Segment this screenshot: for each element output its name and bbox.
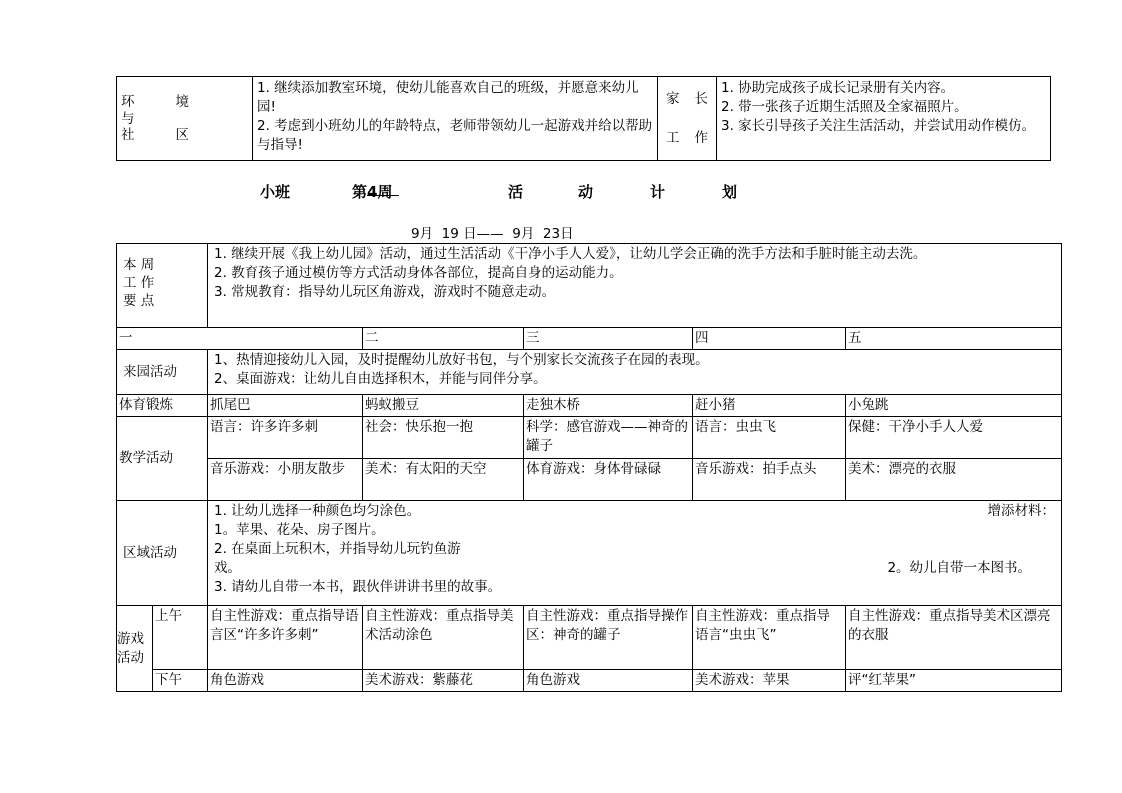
pm-day-4: 美术游戏：苹果 xyxy=(693,670,846,692)
title-week xyxy=(352,181,392,202)
area-line-5: 3. 请幼儿自带一本书，跟伙伴讲讲书里的故事。 xyxy=(214,579,502,595)
am-label: 上午 xyxy=(153,606,208,670)
pe-day-1: 抓尾巴 xyxy=(208,395,363,417)
pm-day-2: 美术游戏：紫藤花 xyxy=(363,670,524,692)
parent-label xyxy=(658,77,717,161)
title-week-suffix: 周 xyxy=(377,183,393,201)
env-label-2: 与 xyxy=(121,110,135,127)
title-week-underline-b xyxy=(377,181,399,196)
area-materials-label: 增添材料： xyxy=(987,503,1056,519)
title-word-3: 计 xyxy=(650,183,666,201)
am-day-5: 自主性游戏：重点指导美术区漂亮的衣服 xyxy=(846,606,1062,670)
parent-label-b1: 工 xyxy=(666,129,680,146)
title-word-2: 动 xyxy=(578,183,594,201)
pe-day-4: 赶小猪 xyxy=(693,395,846,417)
area-line-2: 1。苹果、花朵、房子图片。 xyxy=(214,522,385,538)
teaching-r1-day-3: 科学：感官游戏——神奇的罐子 xyxy=(524,417,693,459)
game-label: 游戏 活动 xyxy=(117,606,153,692)
area-text xyxy=(208,501,1062,606)
parent-label-b2: 作 xyxy=(694,129,708,146)
env-label-1b: 境 xyxy=(175,93,189,110)
teaching-r1-day-2: 社会：快乐抱一抱 xyxy=(363,417,524,459)
env-content: 1. 继续添加教室环境，使幼儿能喜欢自己的班级，并愿意来幼儿园! 2. 考虑到小班幼儿的年龄特点，老师带领幼儿一起游戏并给以帮助与指导! xyxy=(253,77,658,161)
teaching-r1-day-5: 保健：干净小手人人爱 xyxy=(846,417,1062,459)
env-label-3a: 社 xyxy=(121,126,135,143)
teaching-r2-day-3: 体育游戏：身体骨碌碌 xyxy=(524,459,693,501)
date-range: 9月 19 日—— 9月 23日 xyxy=(411,226,574,242)
teaching-r2-day-2: 美术：有太阳的天空 xyxy=(363,459,524,501)
am-day-2: 自主性游戏：重点指导美术活动涂色 xyxy=(363,606,524,670)
arrival-text: 1、热情迎接幼儿入园，及时提醒幼儿放好书包，与个别家长交流孩子在园的表现。 2、桌面游戏：让幼儿自由选择积木，并能与同伴分享。 xyxy=(208,350,1062,395)
weekly-plan-table xyxy=(116,243,1062,692)
area-line-3: 2. 在桌面上玩积木，并指导幼儿玩钓鱼游 xyxy=(214,541,461,557)
title-week-prefix: 第 xyxy=(352,183,368,201)
env-label-1a: 环 xyxy=(121,93,135,110)
title-word-4: 划 xyxy=(722,183,738,201)
env-label-3b: 区 xyxy=(175,126,189,143)
day-header-2: 二 xyxy=(363,328,524,350)
am-day-4: 自主性游戏：重点指导语言“虫虫飞” xyxy=(693,606,846,670)
pm-day-3: 角色游戏 xyxy=(524,670,693,692)
env-parent-table xyxy=(116,76,1051,161)
pm-day-5: 评“红苹果” xyxy=(846,670,1062,692)
area-materials-2: 2。幼儿自带一本图书。 xyxy=(887,560,1032,576)
focus-label: 本 周 工 作 要 点 xyxy=(117,244,208,328)
area-line-4: 戏。 xyxy=(214,560,242,576)
area-label: 区域活动 xyxy=(117,501,208,606)
area-line-1: 1. 让幼儿选择一种颜色均匀涂色。 xyxy=(214,503,421,519)
pe-day-5: 小兔跳 xyxy=(846,395,1062,417)
pm-day-1: 角色游戏 xyxy=(208,670,363,692)
title-word-1: 活 xyxy=(508,183,524,201)
pm-label: 下午 xyxy=(153,670,208,692)
teaching-r2-day-1: 音乐游戏：小朋友散步 xyxy=(208,459,363,501)
teaching-r2-day-5: 美术：漂亮的衣服 xyxy=(846,459,1062,501)
parent-label-a2: 长 xyxy=(694,90,708,107)
focus-text: 1. 继续开展《我上幼儿园》活动，通过生活活动《干净小手人人爱》，让幼儿学会正确的洗手方法和手脏时能主动去洗。 2. 教育孩子通过模仿等方式活动身体各部位，提高自身的运动能力。 3. 常规教育：指导幼儿玩区角游戏，游戏时不随意走动。 xyxy=(208,244,1062,328)
pe-label: 体育锻炼 xyxy=(117,395,208,417)
arrival-label: 来园活动 xyxy=(117,350,208,395)
env-label xyxy=(117,77,253,161)
am-day-1: 自主性游戏：重点指导语言区“许多许多刺” xyxy=(208,606,363,670)
parent-content: 1. 协助完成孩子成长记录册有关内容。 2. 带一张孩子近期生活照及全家福照片。 3. 家长引导孩子关注生活活动，并尝试用动作模仿。 xyxy=(717,77,1051,161)
title-class: 小班 xyxy=(260,183,291,201)
teaching-r2-day-4: 音乐游戏：拍手点头 xyxy=(693,459,846,501)
day-header-4: 四 xyxy=(693,328,846,350)
day-header-1: 一 xyxy=(117,328,363,350)
day-header-3: 三 xyxy=(524,328,693,350)
pe-day-2: 蚂蚁搬豆 xyxy=(363,395,524,417)
am-day-3: 自主性游戏：重点指导操作区：神奇的罐子 xyxy=(524,606,693,670)
title-week-num: 4 xyxy=(367,183,378,201)
teaching-label: 教学活动 xyxy=(117,417,208,501)
teaching-r1-day-1: 语言：许多许多刺 xyxy=(208,417,363,459)
day-header-5: 五 xyxy=(846,328,1062,350)
parent-label-a1: 家 xyxy=(666,90,680,107)
teaching-r1-day-4: 语言：虫虫飞 xyxy=(693,417,846,459)
pe-day-3: 走独木桥 xyxy=(524,395,693,417)
